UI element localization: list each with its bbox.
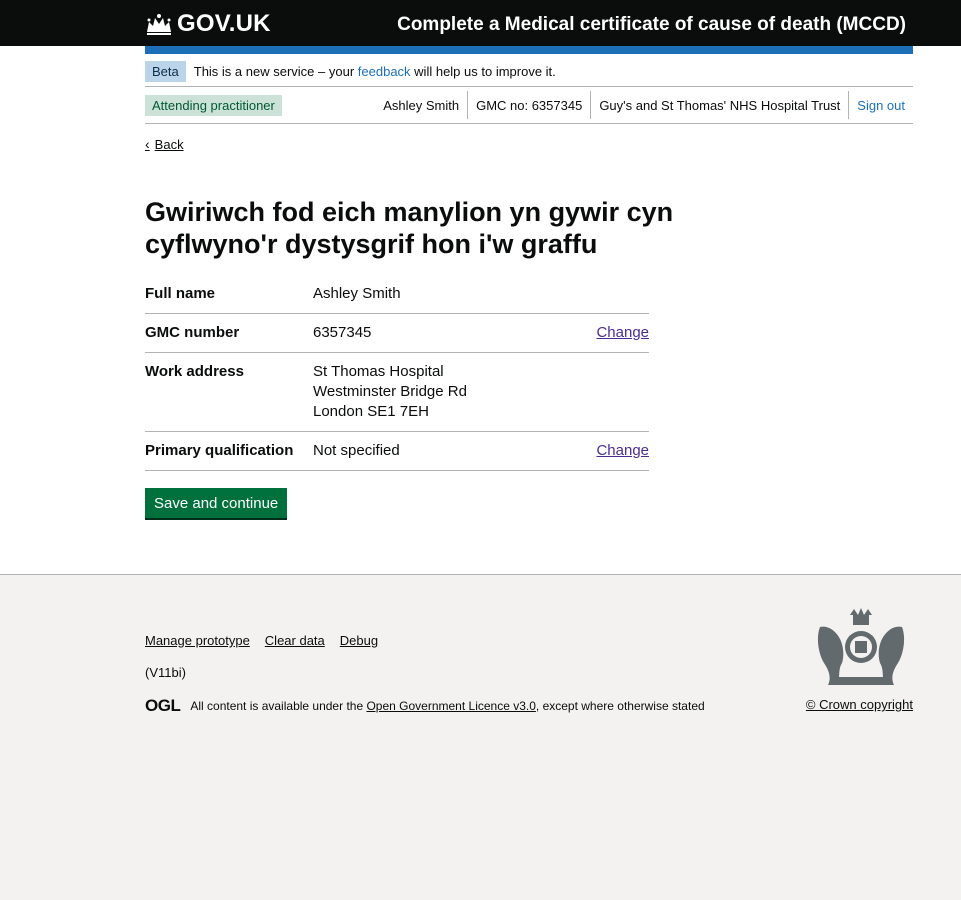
address-line: St Thomas Hospital (313, 363, 444, 380)
ogl-logo: OGL (145, 696, 181, 715)
licence-text (145, 696, 705, 716)
user-name: Ashley Smith (375, 91, 468, 119)
summary-key: GMC number (145, 324, 240, 341)
summary-row-work-address (145, 353, 649, 432)
crown-copyright-link[interactable]: © Crown copyright (805, 697, 913, 712)
feedback-link[interactable]: feedback (357, 63, 411, 79)
summary-value: Not specified (313, 442, 400, 459)
licence-text-after: , except where otherwise stated (535, 699, 705, 713)
summary-row-primary-qualification (145, 432, 649, 471)
summary-key: Full name (145, 285, 216, 302)
phase-text-before: This is a new service – your (193, 63, 355, 79)
role-tag: Attending practitioner (145, 95, 282, 116)
chevron-left-icon: ‹ (145, 136, 150, 152)
footer (0, 574, 961, 900)
header-accent-bar (145, 46, 913, 54)
footer-links (145, 633, 393, 648)
user-bar (145, 87, 913, 124)
trust-name: Guy's and St Thomas' NHS Hospital Trust (591, 91, 849, 119)
back-link-label: Back (154, 136, 184, 152)
govuk-logo-link[interactable] (145, 10, 271, 38)
version-label: (V11bi) (145, 665, 186, 680)
open-government-licence-link[interactable]: Open Government Licence v3.0 (366, 699, 536, 713)
summary-key: Work address (145, 363, 244, 380)
clear-data-link[interactable]: Clear data (264, 633, 325, 648)
summary-value (313, 362, 589, 422)
back-link[interactable] (145, 136, 184, 152)
address-line: Westminster Bridge Rd (313, 383, 467, 400)
summary-list (145, 275, 649, 471)
change-primary-qualification-link[interactable]: Change (596, 442, 649, 459)
save-and-continue-button[interactable]: Save and continue (145, 488, 287, 518)
service-name-link[interactable]: Complete a Medical certificate of cause of death (MCCD) (397, 14, 906, 35)
manage-prototype-link[interactable]: Manage prototype (145, 633, 250, 648)
beta-tag: Beta (145, 61, 186, 82)
summary-key: Primary qualification (145, 442, 294, 459)
phase-banner (145, 56, 913, 87)
debug-link[interactable]: Debug (339, 633, 379, 648)
summary-row-full-name (145, 275, 649, 314)
gmc-number-display: GMC no: 6357345 (468, 91, 591, 119)
licence-text-before: All content is available under the (190, 699, 364, 713)
logo-text: GOV.UK (177, 10, 271, 37)
royal-coat-of-arms-icon (810, 607, 912, 691)
page-title: Gwiriwch fod eich manylion yn gywir cyn cyflwyno'r dystysgrif hon i'w graffu (145, 197, 674, 259)
address-line: London SE1 7EH (313, 403, 429, 420)
header (0, 0, 961, 46)
sign-out-link[interactable]: Sign out (857, 97, 905, 113)
crown-icon (145, 12, 173, 36)
summary-value: Ashley Smith (313, 285, 401, 302)
summary-row-gmc-number (145, 314, 649, 353)
change-gmc-number-link[interactable]: Change (596, 324, 649, 341)
summary-value: 6357345 (313, 324, 372, 341)
phase-text-after: will help us to improve it. (414, 63, 556, 79)
